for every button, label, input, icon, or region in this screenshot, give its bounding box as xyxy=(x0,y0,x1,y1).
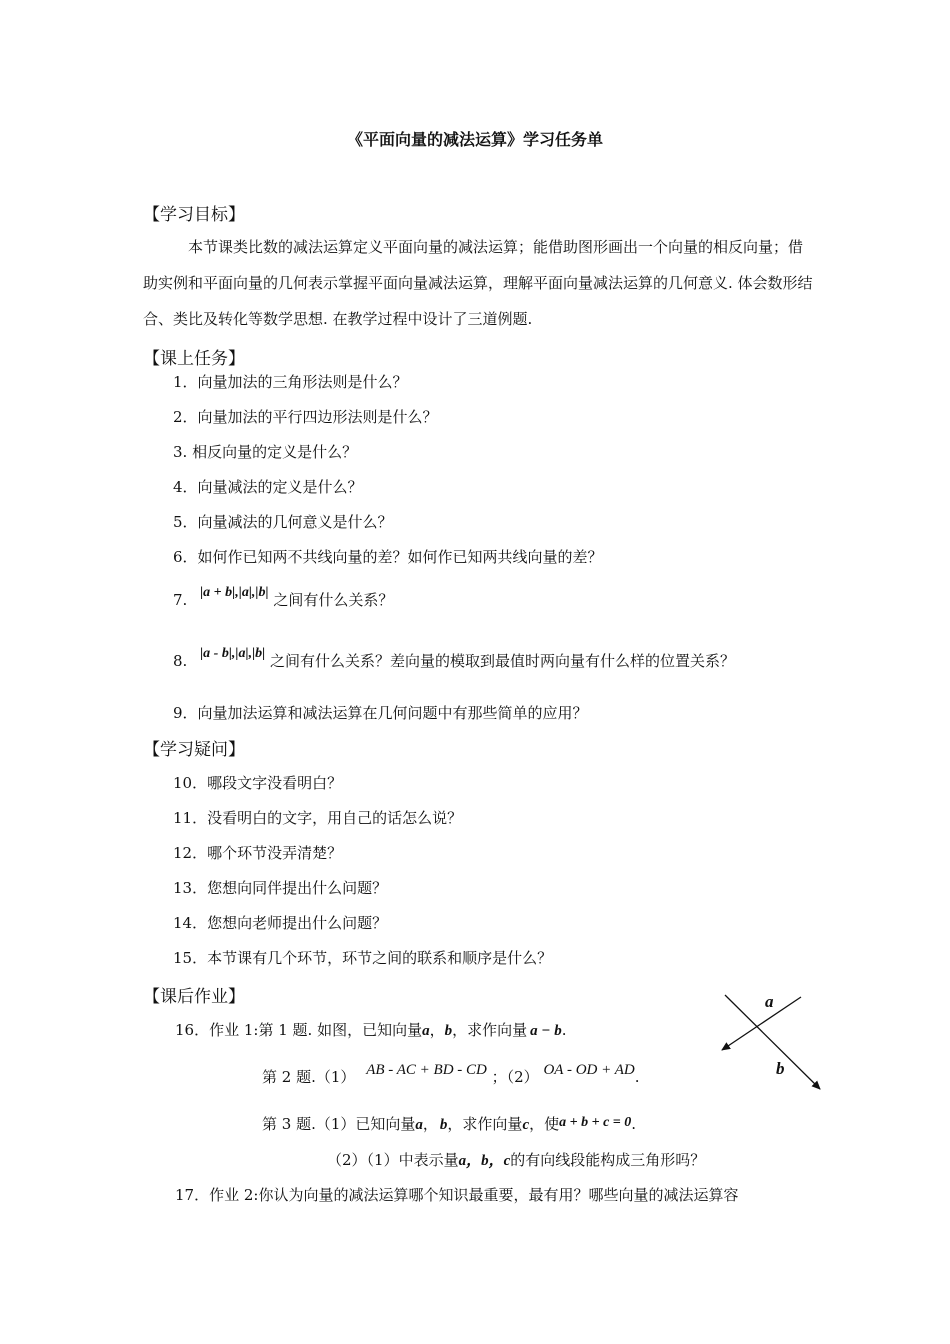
section-heading-homework: 【课后作业】 xyxy=(143,987,245,1007)
goals-paragraph xyxy=(143,229,813,337)
vector-figure xyxy=(705,985,835,1095)
task-item-7: 7. |a + b|,|a|,|b| 之间有什么关系？ xyxy=(173,585,394,609)
task-item: 5．向量减法的几何意义是什么？ xyxy=(173,513,393,531)
page-title: 《平面向量的减法运算》学习任务单 xyxy=(346,130,603,149)
task-item: 9．向量加法运算和减法运算在几何问题中有那些简单的应用？ xyxy=(173,704,588,722)
question-item: 10．哪段文字没看明白？ xyxy=(173,774,343,792)
vector-a-arrow xyxy=(722,997,801,1050)
problem2-expr-2: OA - OD + AD xyxy=(543,1062,635,1078)
homework-problem-3: 第 3 题.（1）已知向量a， b，求作向量c，使a + b + c = 0. xyxy=(262,1115,637,1133)
section-heading-goals: 【学习目标】 xyxy=(143,205,245,225)
task-item: 4．向量减法的定义是什么？ xyxy=(173,478,363,496)
homework-16: 16．作业 1:第 1 题. 如图，已知向量a，b，求作向量 a − b. xyxy=(175,1021,567,1039)
goals-text: 本节课类比数的减法运算定义平面向量的减法运算；能借助图形画出一个向量的相反向量；借助实例和平面向量的几何表示掌握平面向量减法运算，理解平面向量减法运算的几何意义. 体会数形结合、类比及转化等数学思想. 在教学过程中设计了三道例题. xyxy=(143,238,813,328)
homework-problem-2: 第 2 题.（1） AB - AC + BD - CD ；（2） OA - OD + AD. xyxy=(262,1062,640,1086)
question-item: 12．哪个环节没弄清楚？ xyxy=(173,844,343,862)
problem3-formula: a + b + c = 0 xyxy=(559,1115,632,1130)
homework-17: 17．作业 2:你认为向量的减法运算哪个知识最重要，最有用？哪些向量的减法运算容 xyxy=(175,1186,739,1204)
section-heading-tasks: 【课上任务】 xyxy=(143,349,245,369)
question-item: 14．您想向老师提出什么问题？ xyxy=(173,914,388,932)
question-item: 13．您想向同伴提出什么问题？ xyxy=(173,879,388,897)
task7-formula: |a + b|,|a|,|b| xyxy=(200,585,269,600)
task8-formula: |a - b|,|a|,|b| xyxy=(200,646,266,661)
task-item: 6．如何作已知两不共线向量的差？如何作已知两共线向量的差？ xyxy=(173,548,603,566)
task-item: 1．向量加法的三角形法则是什么？ xyxy=(173,373,408,391)
task-item: 2．向量加法的平行四边形法则是什么？ xyxy=(173,408,438,426)
section-heading-questions: 【学习疑问】 xyxy=(143,740,245,760)
vector-b-label: b xyxy=(776,1059,785,1078)
task-item: 3. 相反向量的定义是什么？ xyxy=(173,443,358,461)
question-item: 15．本节课有几个环节，环节之间的联系和顺序是什么？ xyxy=(173,949,553,967)
problem2-expr-1: AB - AC + BD - CD xyxy=(366,1062,487,1078)
task-item-8: 8. |a - b|,|a|,|b| 之间有什么关系？差向量的模取到最值时两向量有什么样的位置关系？ xyxy=(173,646,736,670)
vector-a-label: a xyxy=(765,992,774,1011)
homework-problem-3-part-2: （2）（1）中表示量a，b，c的有向线段能构成三角形吗？ xyxy=(327,1151,706,1169)
question-item: 11．没看明白的文字，用自己的话怎么说？ xyxy=(173,809,463,827)
